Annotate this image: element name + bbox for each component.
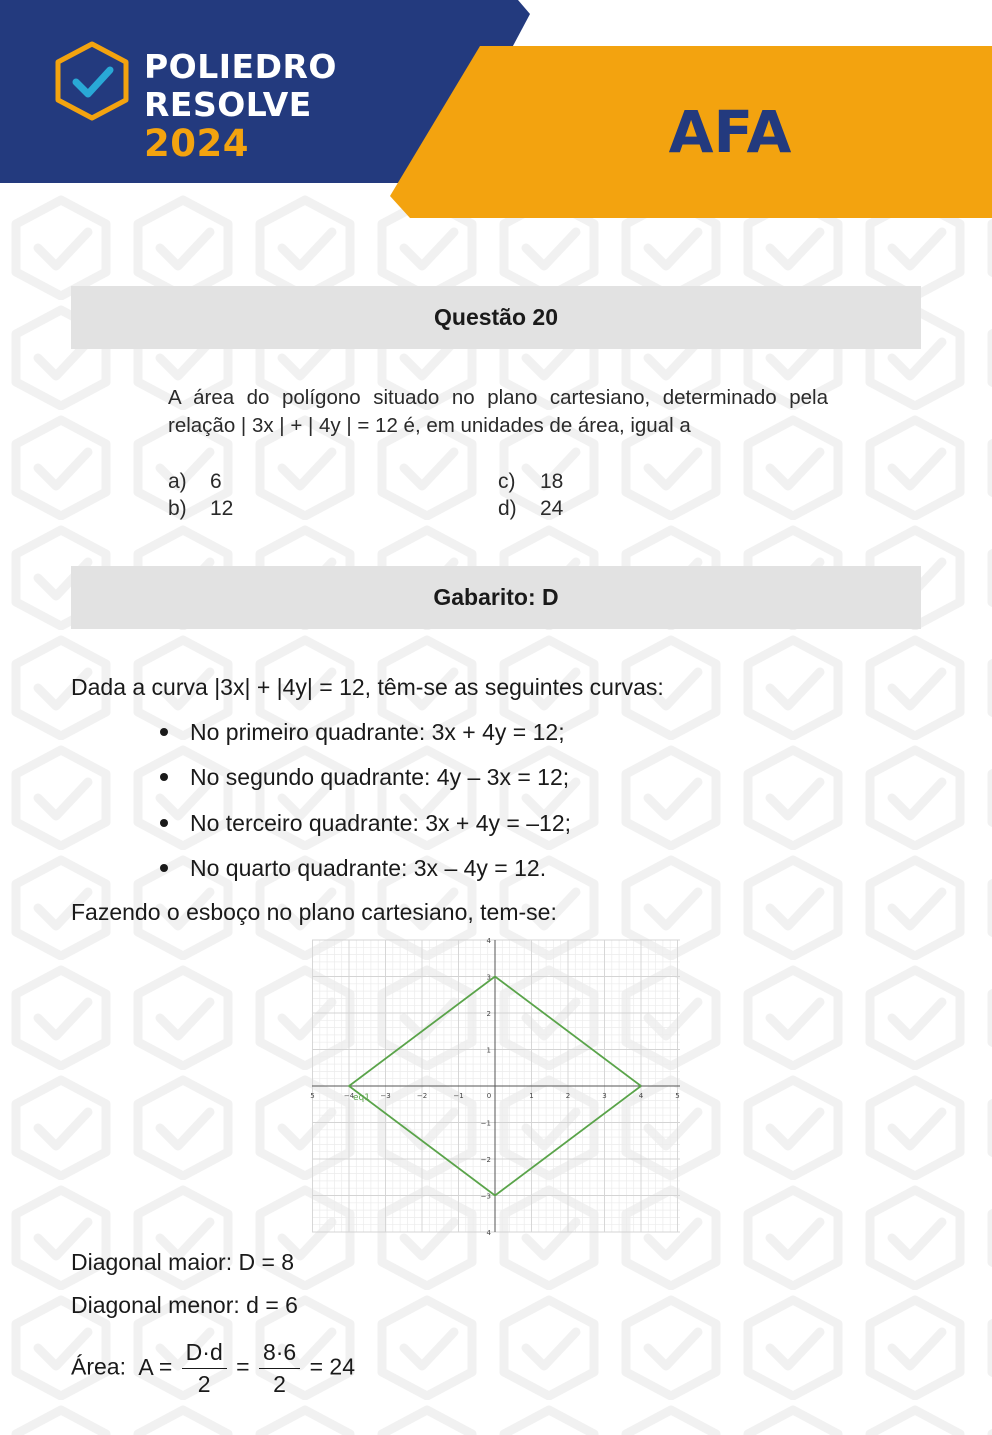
- y-tick-label: 2: [486, 1010, 491, 1018]
- fraction-denominator: 2: [273, 1371, 286, 1397]
- option-letter: d): [498, 497, 517, 520]
- fraction-numerator: 8·6: [259, 1338, 300, 1369]
- question-title-bar: [71, 286, 921, 349]
- equals-sign: =: [309, 1353, 324, 1380]
- brand-year: 2024: [144, 122, 249, 165]
- option-c: [498, 470, 563, 494]
- y-tick-label: −1: [480, 1119, 491, 1128]
- x-tick-label: −1: [453, 1092, 464, 1100]
- x-tick-label: −2: [416, 1092, 428, 1100]
- diagonal-major: Diagonal maior: D = 8: [71, 1249, 295, 1275]
- x-tick-label: 0: [486, 1092, 492, 1100]
- area-symbol: A: [138, 1353, 153, 1380]
- question-title: Questão 20: [434, 304, 558, 330]
- cartesian-graph: [310, 937, 680, 1237]
- x-tick-label: 5: [310, 1092, 315, 1100]
- y-tick-label: 1: [486, 1046, 491, 1055]
- bullet-text: No segundo quadrante: 4y – 3x = 12;: [190, 764, 570, 790]
- bullet-item: [160, 810, 571, 837]
- option-value: 18: [540, 470, 564, 493]
- option-d: [498, 497, 563, 521]
- bullet-dot: [160, 773, 168, 781]
- area-result: 24: [329, 1353, 356, 1380]
- x-tick-label: 2: [565, 1092, 571, 1100]
- option-letter: c): [498, 470, 516, 493]
- diagonal-minor: Diagonal menor: d = 6: [71, 1292, 298, 1318]
- fraction-symbolic: [182, 1338, 227, 1399]
- y-tick-label: −2: [480, 1156, 491, 1164]
- exam-name: AFA: [668, 98, 792, 166]
- bullet-item: [160, 764, 569, 791]
- series-label: eq1: [353, 1093, 370, 1103]
- fraction-numeric: [259, 1338, 300, 1399]
- bullet-dot: [160, 728, 168, 736]
- sketch-intro: Fazendo o esboço no plano cartesiano, tem-se:: [71, 899, 557, 925]
- option-a: [168, 470, 222, 494]
- x-tick-label: −3: [380, 1092, 391, 1100]
- solution-intro: Dada a curva |3x| + |4y| = 12, têm-se as seguintes curvas:: [71, 674, 664, 700]
- option-letter: a): [168, 470, 187, 493]
- bullet-item: [160, 719, 565, 746]
- answer-key: Gabarito: D: [433, 584, 559, 610]
- equals-sign: =: [236, 1353, 250, 1380]
- bullet-dot: [160, 864, 168, 872]
- x-tick-label: 3: [602, 1092, 607, 1100]
- y-tick-label: 4: [486, 937, 491, 945]
- bullet-text: No primeiro quadrante: 3x + 4y = 12;: [190, 719, 565, 745]
- brand-line2: RESOLVE: [144, 85, 312, 124]
- option-value: 24: [540, 497, 564, 520]
- area-formula: [71, 1338, 355, 1399]
- hexagon-check-icon: [52, 40, 132, 122]
- bullet-text: No quarto quadrante: 3x – 4y = 12.: [190, 855, 547, 881]
- bullet-text: No terceiro quadrante: 3x + 4y = –12;: [190, 810, 572, 836]
- answer-key-bar: [71, 566, 921, 629]
- x-tick-label: 4: [638, 1092, 644, 1100]
- question-stem: A área do polígono situado no plano cartesiano, determinado pela relação | 3x | + | 4y | = 12 é, em unidades de área, igual a: [168, 386, 828, 437]
- y-tick-label: 3: [486, 973, 491, 982]
- x-tick-label: 5: [675, 1092, 680, 1100]
- brand-line1: POLIEDRO: [144, 47, 337, 86]
- option-letter: b): [168, 497, 187, 520]
- x-tick-label: −4: [343, 1092, 355, 1100]
- option-value: 12: [210, 497, 234, 520]
- y-tick-label: 4: [486, 1229, 491, 1237]
- equals-sign: =: [158, 1353, 173, 1380]
- area-label: Área:: [71, 1353, 126, 1380]
- bullet-item: [160, 855, 546, 882]
- fraction-denominator: 2: [197, 1371, 211, 1397]
- y-tick-label: −3: [480, 1192, 491, 1201]
- bullet-dot: [160, 819, 168, 827]
- option-b: [168, 497, 233, 521]
- fraction-numerator: D·d: [182, 1338, 227, 1369]
- x-tick-label: 1: [529, 1092, 534, 1100]
- option-value: 6: [210, 470, 222, 493]
- brand-logo-text: [144, 48, 337, 164]
